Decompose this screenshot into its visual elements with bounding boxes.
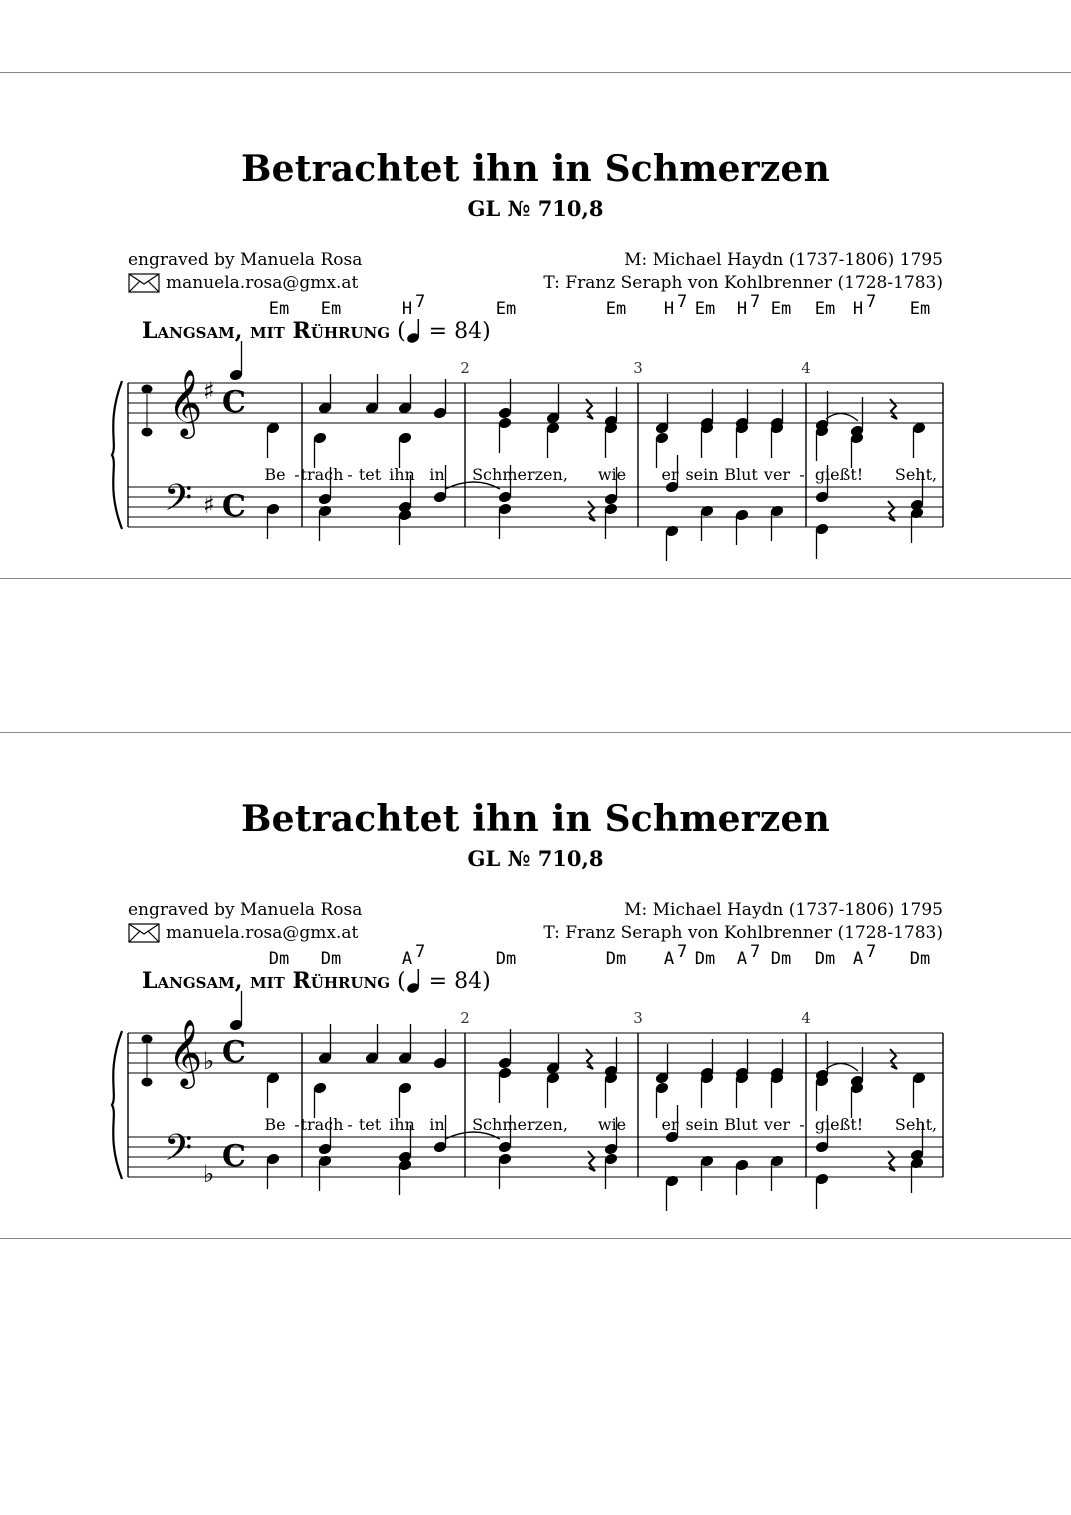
lyric-syllable: tet — [358, 465, 382, 484]
poet-credit: T: Franz Seraph von Kohlbrenner (1728-1783) — [543, 273, 943, 293]
bass-clef: 𝄢 — [164, 1127, 193, 1178]
lyric-syllable: trach — [300, 1115, 344, 1134]
engraver-credit: engraved by Manuela Rosa — [128, 250, 363, 270]
tempo-text: Langsam, mit Rührung — [142, 318, 391, 344]
chord-symbol: H — [663, 299, 675, 319]
engraver-credit: engraved by Manuela Rosa — [128, 900, 363, 920]
chord-symbol: Em — [814, 299, 836, 319]
bar-number: 4 — [801, 359, 811, 377]
lyric-syllable: Be — [264, 1115, 286, 1134]
slur — [826, 1063, 858, 1071]
chord-symbol: Dm — [320, 949, 342, 969]
lyric-syllable: - — [799, 465, 805, 484]
quarter-rest — [586, 399, 593, 419]
common-time: C — [222, 489, 246, 524]
lyric-syllable: ihn — [389, 1115, 415, 1134]
chord-symbol: H — [401, 299, 413, 319]
lyric-syllable: Be — [264, 465, 286, 484]
chord-superscript: 7 — [415, 942, 426, 962]
chord-symbol: Em — [770, 299, 792, 319]
lyric-syllable: gießt! — [814, 465, 864, 484]
chord-superscript: 7 — [750, 292, 761, 312]
treble-clef: 𝄞 — [168, 368, 203, 436]
bar-number: 2 — [460, 1009, 470, 1027]
chord-superscript: 7 — [866, 292, 877, 312]
system-brace — [112, 1031, 122, 1179]
ambitus-note — [142, 428, 153, 437]
ambitus-note — [142, 385, 153, 394]
quarter-rest — [588, 1151, 595, 1171]
email-text: manuela.rosa@gmx.at — [166, 923, 359, 943]
lyric-syllable: gießt! — [814, 1115, 864, 1134]
lyric-syllable: tet — [358, 1115, 382, 1134]
chord-symbol: Em — [320, 299, 342, 319]
chord-symbol: Em — [909, 299, 931, 319]
sharp-sign: ♯ — [203, 377, 215, 405]
lyric-syllable: wie — [597, 1115, 627, 1134]
tempo-mm: = 84) — [428, 968, 491, 994]
bar-number: 3 — [633, 359, 643, 377]
tempo-text: Langsam, mit Rührung — [142, 968, 391, 994]
common-time: C — [222, 1035, 246, 1070]
chord-symbol: Em — [694, 299, 716, 319]
lyric-syllable: - — [294, 465, 300, 484]
lyric-syllable: Schmerzen, — [472, 1115, 568, 1134]
chord-symbol: Em — [268, 299, 290, 319]
lyric-syllable: ver — [763, 1115, 791, 1134]
chord-symbol: Dm — [605, 949, 627, 969]
bar-number: 2 — [460, 359, 470, 377]
chord-superscript: 7 — [677, 292, 688, 312]
tempo-mm: = 84) — [428, 318, 491, 344]
ambitus-note — [142, 1035, 153, 1044]
quarter-rest — [888, 501, 895, 521]
envelope-icon — [128, 923, 160, 943]
lyric-syllable: er — [661, 465, 679, 484]
chord-symbol: Dm — [814, 949, 836, 969]
chord-symbol: A — [852, 949, 864, 969]
chord-symbol: Dm — [694, 949, 716, 969]
chord-superscript: 7 — [677, 942, 688, 962]
lyric-syllable: - — [347, 465, 353, 484]
lyric-syllable: Schmerzen, — [472, 465, 568, 484]
lyric-syllable: Blut — [724, 465, 758, 484]
system-brace — [112, 381, 122, 529]
sharp-sign: ♯ — [203, 491, 215, 519]
lyric-syllable: in — [429, 1115, 445, 1134]
lyric-syllable: Blut — [724, 1115, 758, 1134]
score-title: Betrachtet ihn in Schmerzen — [241, 798, 830, 840]
chord-symbol: Dm — [909, 949, 931, 969]
lyric-syllable: - — [294, 1115, 300, 1134]
flat-sign: ♭ — [203, 1160, 215, 1188]
lyric-syllable: - — [347, 1115, 353, 1134]
score-subtitle: GL № 710,8 — [467, 196, 604, 221]
score-sheet-e-minor — [0, 148, 1071, 708]
email-text: manuela.rosa@gmx.at — [166, 273, 359, 293]
chord-symbol: Em — [495, 299, 517, 319]
common-time: C — [222, 1139, 246, 1174]
poet-credit: T: Franz Seraph von Kohlbrenner (1728-1783) — [543, 923, 943, 943]
lyric-syllable: sein — [685, 465, 719, 484]
tempo-marking: Langsam, mit Rührung ( = 84) — [142, 968, 491, 994]
lyric-syllable: trach — [300, 465, 344, 484]
treble-clef: 𝄞 — [168, 1018, 203, 1086]
lyric-syllable: Seht, — [894, 1115, 938, 1134]
chord-superscript: 7 — [750, 942, 761, 962]
lyric-syllable: er — [661, 1115, 679, 1134]
common-time: C — [222, 385, 246, 420]
lyric-syllable: - — [799, 1115, 805, 1134]
chord-symbol: A — [736, 949, 748, 969]
bar-number: 4 — [801, 1009, 811, 1027]
engraver-email[interactable] — [128, 273, 358, 293]
chord-symbol: H — [736, 299, 748, 319]
chord-superscript: 7 — [866, 942, 877, 962]
score-sheet-d-minor — [0, 798, 1071, 1358]
composer-credit: M: Michael Haydn (1737-1806) 1795 — [624, 900, 943, 920]
page-divider — [0, 732, 1071, 733]
lyric-syllable: sein — [685, 1115, 719, 1134]
chord-symbol: A — [663, 949, 675, 969]
chord-symbol: Em — [605, 299, 627, 319]
lyric-syllable: wie — [597, 465, 627, 484]
quarter-rest — [888, 1151, 895, 1171]
score-title: Betrachtet ihn in Schmerzen — [241, 148, 830, 190]
tempo-marking: Langsam, mit Rührung ( = 84) — [142, 318, 491, 344]
slur — [826, 413, 858, 421]
chord-symbol: Dm — [770, 949, 792, 969]
quarter-rest — [890, 399, 897, 419]
envelope-icon — [128, 273, 160, 293]
lyric-syllable: Seht, — [894, 465, 938, 484]
quarter-rest — [586, 1049, 593, 1069]
ambitus-note — [142, 1078, 153, 1087]
page-divider — [0, 72, 1071, 73]
lyric-syllable: in — [429, 465, 445, 484]
quarter-rest — [588, 501, 595, 521]
lyric-syllable: ver — [763, 465, 791, 484]
score-subtitle: GL № 710,8 — [467, 846, 604, 871]
bass-clef: 𝄢 — [164, 477, 193, 528]
quarter-rest — [890, 1049, 897, 1069]
chord-symbol: Dm — [495, 949, 517, 969]
chord-symbol: A — [401, 949, 413, 969]
bar-number: 3 — [633, 1009, 643, 1027]
flat-sign: ♭ — [203, 1047, 215, 1075]
composer-credit: M: Michael Haydn (1737-1806) 1795 — [624, 250, 943, 270]
chord-superscript: 7 — [415, 292, 426, 312]
engraver-email[interactable] — [128, 923, 358, 943]
chord-symbol: Dm — [268, 949, 290, 969]
lyric-syllable: ihn — [389, 465, 415, 484]
chord-symbol: H — [852, 299, 864, 319]
